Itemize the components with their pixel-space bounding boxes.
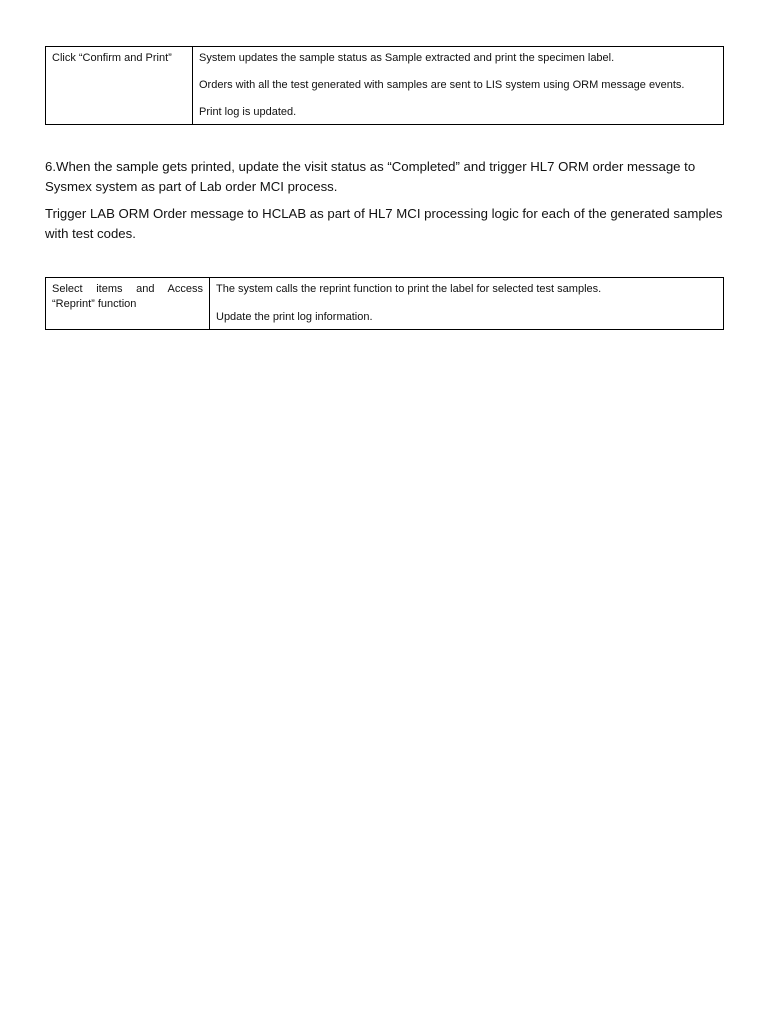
action-text: Click “Confirm and Print” [52, 52, 172, 64]
result-cell [210, 278, 724, 330]
body-paragraph: 6.When the sample gets printed, update the visit status as “Completed” and trigger HL7 ORM order message to Sysmex system as part of Lab order MCI process. [45, 159, 696, 194]
result-text: Update the print log information. [216, 311, 373, 323]
result-cell [193, 47, 724, 125]
action-cell [46, 47, 193, 125]
table-row [46, 278, 724, 330]
reprint-table [45, 277, 724, 330]
result-text: Orders with all the test generated with samples are sent to LIS system using ORM message events. [199, 79, 685, 91]
result-text: The system calls the reprint function to print the label for selected test samples. [216, 283, 602, 295]
result-text: Print log is updated. [199, 106, 297, 118]
confirm-print-table [45, 46, 724, 125]
action-text: Select items and Access “Reprint” function [52, 283, 203, 310]
body-paragraph: Trigger LAB ORM Order message to HCLAB as part of HL7 MCI processing logic for each of the generated samples with test codes. [45, 206, 723, 241]
table-row [46, 47, 724, 125]
result-text: System updates the sample status as Sample extracted and print the specimen label. [199, 52, 615, 64]
action-cell [46, 278, 210, 330]
